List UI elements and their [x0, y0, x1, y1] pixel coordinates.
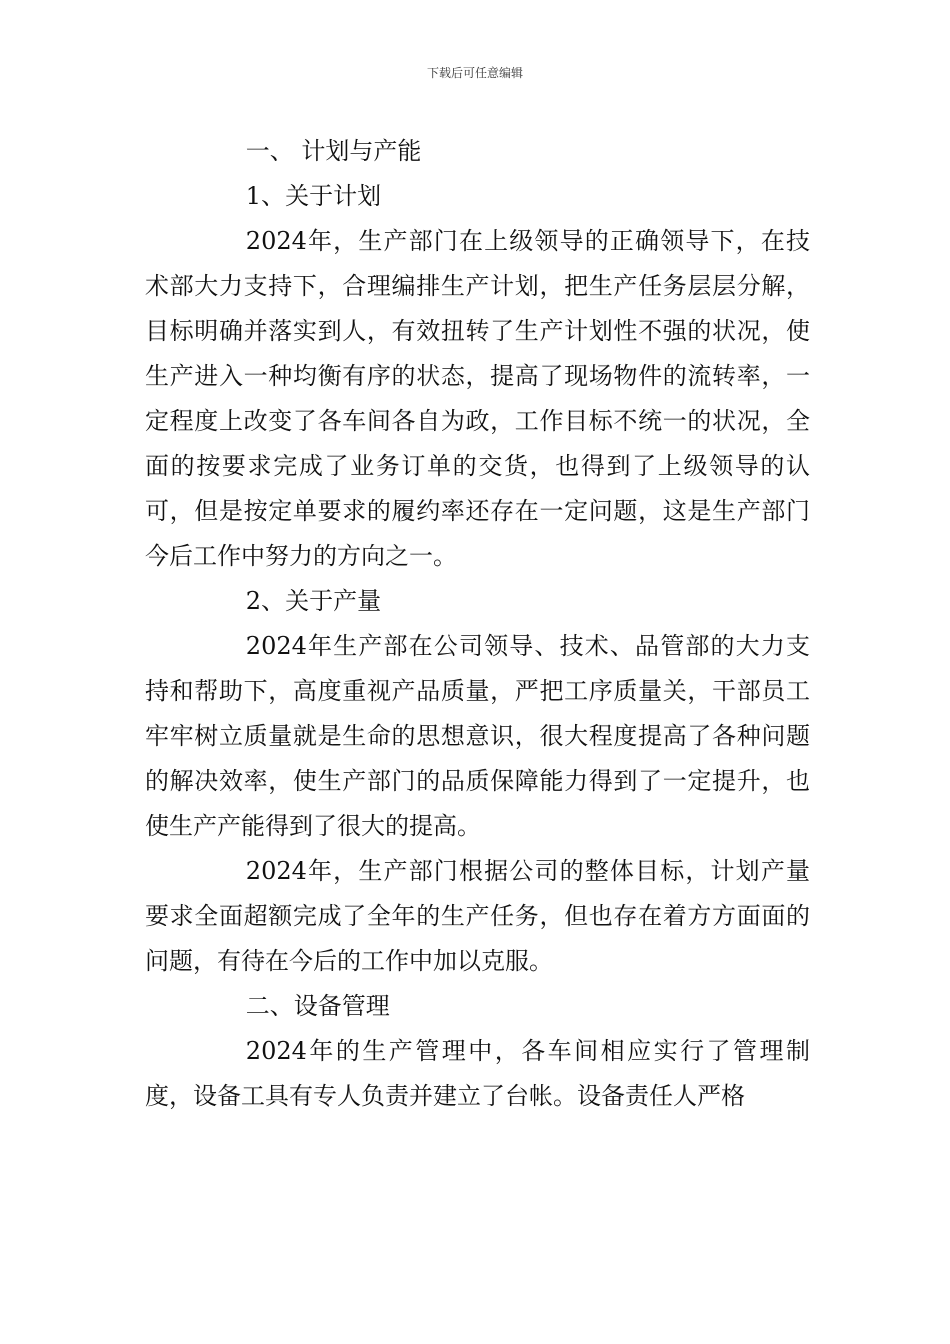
- subsection-heading-plan: 1、关于计划: [245, 182, 382, 210]
- document-body: [145, 129, 810, 1119]
- section-heading-plan-capacity: 一、 计划与产能: [245, 137, 422, 165]
- watermark-header: 下载后可任意编辑: [426, 66, 523, 80]
- subsection-heading-output: 2、关于产量: [245, 587, 382, 615]
- section-heading-equipment: 二、设备管理: [245, 992, 390, 1020]
- paragraph-output-target: 2024年，生产部门根据公司的整体目标，计划产量要求全面超额完成了全年的生产任务，但也存在着方方面面的问题，有待在今后的工作中加以克服。: [145, 857, 810, 975]
- paragraph-equipment: 2024年的生产管理中，各车间相应实行了管理制度，设备工具有专人负责并建立了台帐。设备责任人严格: [145, 1037, 810, 1110]
- paragraph-output-quality: 2024年生产部在公司领导、技术、品管部的大力支持和帮助下，高度重视产品质量，严把工序质量关，干部员工牢牢树立质量就是生命的思想意识，很大程度提高了各种问题的解决效率，使生产部门的品质保障能力得到了一定提升，也使生产产能得到了很大的提高。: [145, 632, 810, 840]
- paragraph-plan: 2024年，生产部门在上级领导的正确领导下，在技术部大力支持下，合理编排生产计划，把生产任务层层分解，目标明确并落实到人，有效扭转了生产计划性不强的状况，使生产进入一种均衡有序的状态，提高了现场物件的流转率，一定程度上改变了各车间各自为政，工作目标不统一的状况，全面的按要求完成了业务订单的交货，也得到了上级领导的认可，但是按定单要求的履约率还存在一定问题，这是生产部门今后工作中努力的方向之一。: [145, 227, 810, 570]
